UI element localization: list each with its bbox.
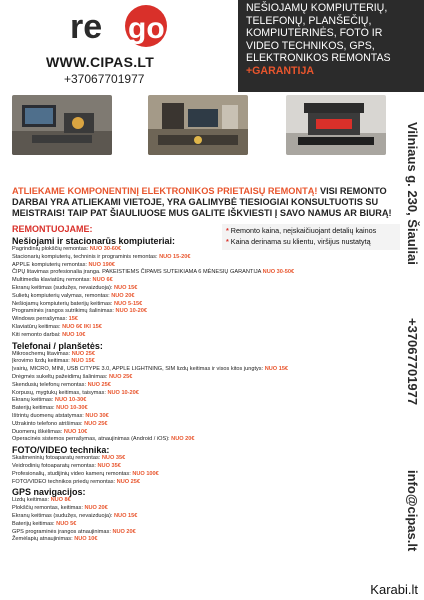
service-price: NUO 20€	[171, 436, 195, 443]
bullet-icon: *	[226, 237, 231, 246]
price-item	[12, 463, 222, 471]
service-name: Ekranų keitimas (sudužęs, nevaizduoja):	[12, 284, 114, 291]
price-item	[12, 513, 222, 521]
service-price: NUO 10-30€	[56, 405, 88, 412]
service-price: NUO 15-20€	[159, 253, 191, 260]
note-line	[226, 236, 396, 247]
workshop-photo-1	[12, 95, 112, 155]
service-name: Įkrovimo lizdų keitimas:	[12, 358, 72, 365]
service-price: NUO 30-50€	[262, 269, 295, 276]
service-name: Veidrodinių fotoaparatų remontas:	[12, 462, 98, 469]
service-price: NUO 25€	[87, 381, 111, 388]
service-line: KOMPIUTERINĖS, FOTO IR	[246, 27, 383, 40]
service-price: NUO 20€	[84, 505, 108, 512]
service-name: Mikroschemų litavimas:	[12, 350, 72, 357]
price-item	[12, 351, 222, 359]
service-name: Profesionalių, studijinių video kamerų remontas:	[12, 470, 133, 477]
svg-text:re: re	[70, 8, 103, 46]
side-address: Vilniaus g. 230, Šiauliai	[405, 122, 420, 265]
service-price: NUO 35€	[101, 455, 126, 462]
service-name: Drėgmės sukeltų pažeidimų šalinimas:	[12, 373, 109, 380]
price-item	[12, 293, 222, 301]
service-line: VIDEO TECHNIKOS, GPS,	[246, 39, 375, 52]
service-name: Ekranų keitimas:	[12, 397, 55, 404]
service-name: Ištrintų duomenų atstatymas:	[12, 412, 86, 419]
service-price: NUO 6€ IKI 15€	[62, 323, 102, 330]
service-name: Skendusių telefonų remontas:	[12, 381, 88, 388]
price-item	[12, 397, 222, 405]
price-item	[12, 366, 289, 374]
service-price: NUO 30€	[85, 412, 109, 419]
price-item	[12, 324, 222, 332]
watermark: Karabi.lt	[370, 582, 418, 597]
price-item	[12, 405, 222, 413]
service-price: NUO 25€	[84, 420, 108, 427]
service-price: NUO 35€	[97, 462, 121, 469]
list-title: REMONTUOJAME:	[12, 224, 93, 234]
service-name: Plokščių remontas, keitimas:	[12, 505, 85, 512]
service-price: NUO 10€	[74, 536, 98, 543]
service-name: Duomenų iškėlimas:	[12, 428, 64, 435]
side-phone[interactable]: +37067701977	[405, 318, 420, 406]
service-price: NUO 100€	[132, 470, 159, 477]
price-item	[12, 390, 222, 398]
service-price: NUO 10-20€	[107, 389, 139, 396]
service-price: NUO 6€	[92, 277, 113, 284]
phone-number[interactable]: +37067701977	[64, 72, 145, 86]
service-name: GPS programinės įrangos atnaujinimas:	[12, 528, 113, 535]
service-name: Multimedia klaviatūrų remontas:	[12, 277, 93, 284]
price-item	[12, 497, 222, 505]
service-price: NUO 20€	[111, 292, 135, 299]
svg-text:go: go	[128, 12, 165, 45]
category-title: GPS navigacijos:	[12, 487, 86, 498]
price-item	[12, 301, 222, 309]
price-item	[12, 413, 222, 421]
service-price: NUO 15€	[113, 284, 138, 291]
price-item	[12, 505, 222, 513]
banner-highlight: ATLIEKAME KOMPONENTINĮ ELEKTRONIKOS PRIETAISŲ REMONTĄ!	[12, 186, 318, 196]
rego-logo	[66, 4, 176, 48]
guarantee-label: +GARANTIJA	[246, 64, 314, 77]
service-price: NUO 10€	[63, 428, 88, 435]
note-text: Kaina derinama su klientu, viršijus nustatytą	[230, 237, 371, 246]
service-name: Nešiojamų kompiuterių baterijų keitimas:	[12, 300, 114, 307]
service-price: NUO 10-20€	[115, 308, 147, 315]
service-name: Kiti remonto darbai:	[12, 331, 63, 338]
service-price: NUO 190€	[88, 261, 115, 268]
price-item	[12, 455, 222, 463]
price-item	[12, 436, 222, 444]
service-price: NUO 30-60€	[89, 246, 122, 252]
service-name: Ekranų keitimas (sudužęs, nevaizduoja):	[12, 512, 114, 519]
price-item	[12, 521, 222, 529]
workshop-photo-2	[148, 95, 248, 155]
service-name: FOTO/VIDEO technikos priedų remontas:	[12, 478, 117, 485]
website[interactable]: WWW.CIPAS.LT	[46, 54, 155, 70]
price-item	[12, 479, 222, 487]
service-name: Windows perrašymas:	[12, 316, 69, 323]
service-name: Operacinės sistemos perrašymas, atnaujinimas (Android / iOS):	[12, 436, 172, 443]
service-price: NUO 8€	[50, 497, 71, 504]
service-name: Baterijų keitimas:	[12, 405, 57, 412]
price-item	[12, 471, 222, 479]
banner-text	[12, 186, 404, 219]
service-price: NUO 15€	[71, 358, 95, 365]
price-item	[12, 277, 222, 285]
service-price: NUO 5-15€	[113, 300, 143, 307]
note-text: Remonto kaina, neįskaičiuojant detalių kainos	[230, 226, 377, 235]
category-title: Nešiojami ir stacionarūs kompiuteriai:	[12, 236, 176, 246]
service-name: Skaitmeninių fotoaparatų remontas:	[12, 455, 102, 462]
service-price: NUO 15€	[264, 366, 289, 373]
services-heading	[246, 2, 422, 78]
price-item	[12, 358, 222, 366]
service-name: Įvairių, MICRO, MINI, USB C/TYPE 3.0, APPLE LIGHTNING, SIM lizdų keitimas ir visos kitos jungtys:	[12, 366, 265, 373]
service-name: Klaviatūrų keitimas:	[12, 323, 63, 330]
service-name: Pagrindinių plokščių remontas:	[12, 246, 90, 252]
banner-body: VISI REMONTO DARBAI YRA ATLIEKAMI VIETOJE, YRA GALIMYBĖ TIESIOGIAI KONSULTUOTIS SU MEISTRAIS! TAIP PAT ŠIAULIUOSE MUS GALITE IŠKVIESTI Į SAVO NAMUS AR BIURĄ!	[12, 186, 392, 218]
price-item	[12, 254, 222, 262]
service-name: Užrakinto telefono atrišimas:	[12, 420, 85, 427]
service-name: Žemėlapių atnaujinimas:	[12, 536, 75, 543]
service-price: NUO 10€	[62, 331, 86, 338]
service-price: NUO 5€	[56, 520, 77, 527]
price-item	[12, 382, 222, 390]
price-item	[12, 429, 222, 437]
service-line: ELEKTRONIKOS REMONTAS	[246, 52, 391, 65]
service-price: NUO 25€	[116, 478, 140, 485]
service-name: Sulietų kompiuterių valymas, remontas:	[12, 292, 112, 299]
service-name: Korpusų, mygtukų keitimas, taisymas:	[12, 389, 108, 396]
service-name: Stacionarių kompiuterių, techninis ir programinis remontas:	[12, 253, 160, 260]
service-name: APPLE kompiuterių remontas:	[12, 261, 89, 268]
price-item	[12, 285, 222, 293]
side-email[interactable]: info@cipas.lt	[405, 470, 420, 552]
price-item	[12, 374, 222, 382]
category-title: FOTO/VIDEO technika:	[12, 445, 110, 456]
service-price: NUO 10-30€	[54, 397, 87, 404]
service-price: NUO 20€	[112, 528, 136, 535]
service-name: Baterijų keitimas:	[12, 520, 57, 527]
service-name: ČIPŲ litavimas profesionalia įranga. PAKEISTIEMS ČIPAMS SUTEIKIAMA 6 MĖNESIŲ GARANTIJA	[12, 269, 263, 276]
price-item	[12, 308, 222, 316]
workshop-photo-3	[286, 95, 386, 155]
service-name: Lizdų keitimas:	[12, 497, 51, 504]
price-item	[12, 332, 222, 340]
price-item	[12, 246, 222, 254]
note-line	[226, 225, 396, 236]
service-price: 15€	[68, 316, 78, 323]
service-line: NEŠIOJAMŲ KOMPIUTERIŲ,	[246, 2, 388, 14]
price-list	[12, 224, 295, 544]
bullet-icon: *	[226, 226, 231, 235]
price-item	[12, 536, 222, 544]
service-price: NUO 25€	[71, 350, 96, 357]
category-title: Telefonai / planšetės:	[12, 340, 103, 351]
service-name: Programinės įrangos sutrikimų šalinimas:	[12, 308, 116, 315]
price-item	[12, 316, 222, 324]
price-notes	[222, 224, 400, 250]
service-price: NUO 25€	[109, 373, 133, 380]
price-item	[12, 421, 222, 429]
service-price: NUO 15€	[113, 512, 138, 519]
price-item	[12, 269, 295, 277]
service-line: TELEFONŲ, PLANŠEČIŲ,	[246, 14, 372, 27]
